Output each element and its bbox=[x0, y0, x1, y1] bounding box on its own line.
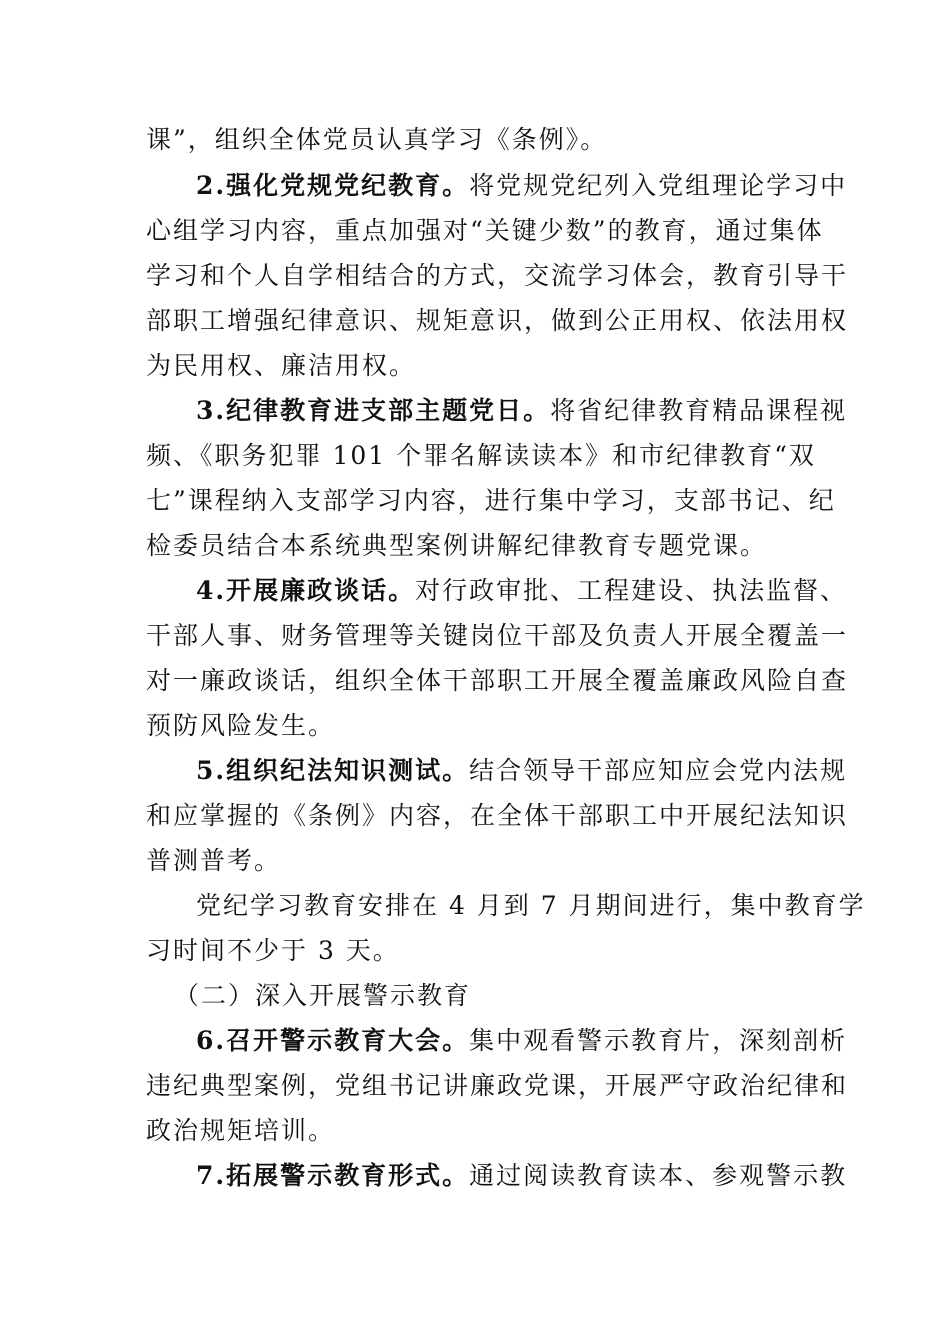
paragraph-title: 3.纪律教育进支部主题党日。 bbox=[196, 396, 551, 425]
paragraph-text: 集中观看警示教育片，深刻剖析 bbox=[469, 1026, 848, 1055]
paragraph-text: 结合领导干部应知应会党内法规 bbox=[469, 756, 848, 785]
paragraph-first-line: 党纪学习教育安排在 4 月到 7 月期间进行，集中教育学 bbox=[196, 891, 866, 920]
paragraph-line: 普测普考。 bbox=[146, 846, 282, 875]
paragraph-first-line bbox=[196, 755, 848, 787]
paragraph-title: 4.开展廉政谈话。 bbox=[196, 576, 416, 605]
paragraph-first-line bbox=[196, 170, 848, 202]
paragraph-line: 对一廉政谈话，组织全体干部职工开展全覆盖廉政风险自查 bbox=[146, 666, 849, 695]
paragraph-line: 习时间不少于 3 天。 bbox=[146, 936, 400, 965]
paragraph-line: 违纪典型案例，党组书记讲廉政党课，开展严守政治纪律和 bbox=[146, 1071, 849, 1100]
paragraph-line: 干部人事、财务管理等关键岗位干部及负责人开展全覆盖一 bbox=[146, 621, 849, 650]
paragraph-line: 和应掌握的《条例》内容，在全体干部职工中开展纪法知识 bbox=[146, 801, 849, 830]
paragraph-line: 课”，组织全体党员认真学习《条例》。 bbox=[146, 125, 608, 154]
paragraph-title: 7.拓展警示教育形式。 bbox=[196, 1161, 470, 1190]
paragraph-first-line bbox=[196, 1160, 848, 1192]
paragraph-title: 5.组织纪法知识测试。 bbox=[196, 756, 470, 785]
paragraph-line: 政治规矩培训。 bbox=[146, 1116, 336, 1145]
paragraph-line: 预防风险发生。 bbox=[146, 711, 336, 740]
paragraph-line: 心组学习内容，重点加强对“关键少数”的教育，通过集体 bbox=[146, 216, 824, 245]
paragraph-title: 2.强化党规党纪教育。 bbox=[196, 171, 470, 200]
paragraph-first-line bbox=[196, 395, 848, 427]
section-heading: （二）深入开展警示教育 bbox=[174, 981, 472, 1010]
paragraph-text: 对行政审批、工程建设、执法监督、 bbox=[415, 576, 848, 605]
paragraph-line: 学习和个人自学相结合的方式，交流学习体会，教育引导干 bbox=[146, 261, 849, 290]
paragraph-text: 将省纪律教育精品课程视 bbox=[550, 396, 848, 425]
paragraph-line: 部职工增强纪律意识、规矩意识，做到公正用权、依法用权 bbox=[146, 306, 849, 335]
paragraph-line: 为民用权、廉洁用权。 bbox=[146, 351, 417, 380]
paragraph-line: 检委员结合本系统典型案例讲解纪律教育专题党课。 bbox=[146, 531, 768, 560]
paragraph-first-line bbox=[196, 575, 848, 607]
paragraph-line: 七”课程纳入支部学习内容，进行集中学习，支部书记、纪 bbox=[146, 486, 836, 515]
paragraph-line: 频、《职务犯罪 101 个罪名解读读本》和市纪律教育“双 bbox=[146, 441, 816, 470]
paragraph-text: 将党规党纪列入党组理论学习中 bbox=[469, 171, 848, 200]
paragraph-first-line bbox=[196, 1025, 848, 1057]
paragraph-title: 6.召开警示教育大会。 bbox=[196, 1026, 470, 1055]
paragraph-text: 通过阅读教育读本、参观警示教 bbox=[469, 1161, 848, 1190]
